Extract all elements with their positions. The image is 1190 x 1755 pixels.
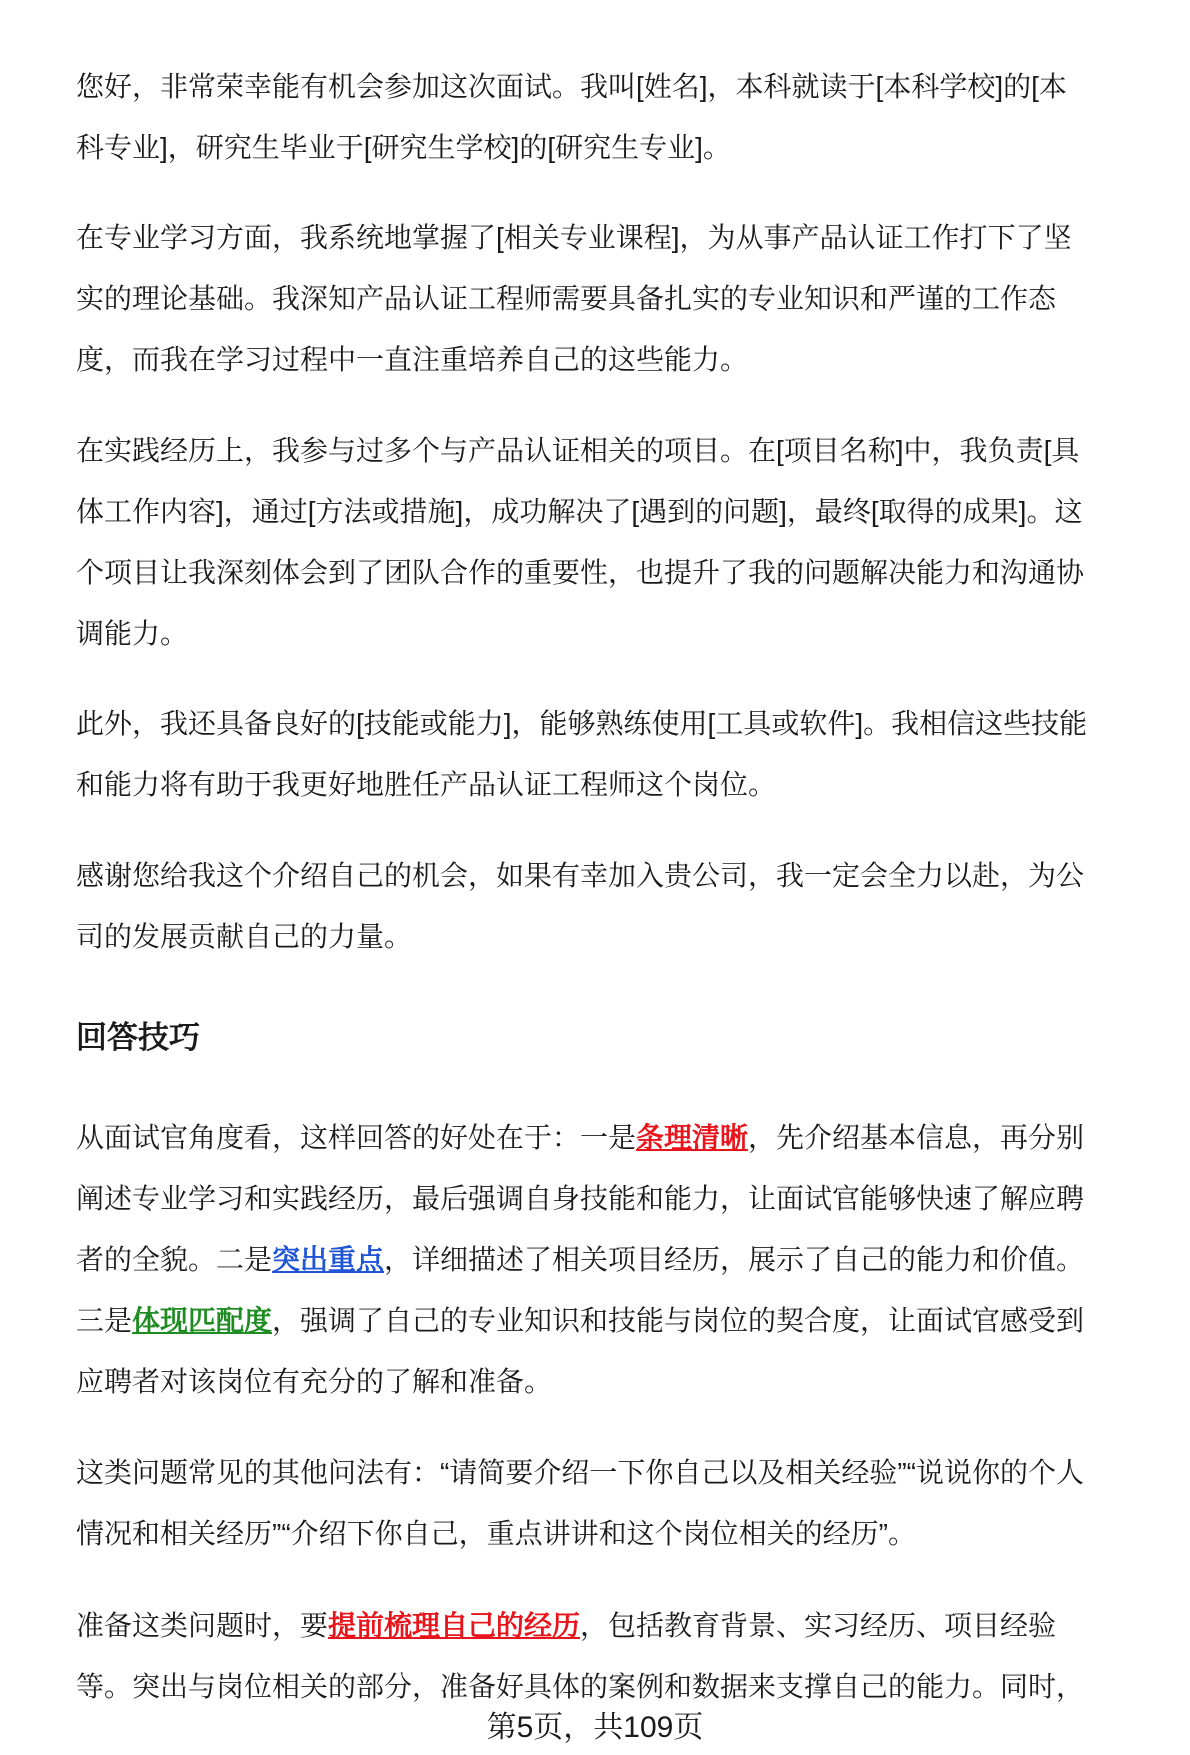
text-line [76,1229,1176,1290]
text-line: 个项目让我深刻体会到了团队合作的重要性，也提升了我的问题解决能力和沟通协 [76,557,1085,588]
highlight-review-experience: 提前梳理自己的经历 [328,1610,581,1641]
text-line: 此外，我还具备良好的[技能或能力]，能够熟练使用[工具或软件]。我相信这些技能 [76,708,1088,739]
text-line: 您好，非常荣幸能有机会参加这次面试。我叫[姓名]，本科就读于[本科学校]的[本 [76,71,1067,102]
text-line: 等。突出与岗位相关的部分，准备好具体的案例和数据来支撑自己的能力。同时， [76,1671,1085,1702]
text: ，先介绍基本信息，再分别 [748,1122,1085,1153]
text-line [76,1595,1176,1656]
intro-paragraph [76,56,1176,178]
text-line: 应聘者对该岗位有充分的了解和准备。 [76,1366,553,1397]
highlight-match: 体现匹配度 [132,1305,273,1336]
prep-paragraph [76,1595,1176,1717]
text-line: 和能力将有助于我更好地胜任产品认证工程师这个岗位。 [76,769,777,800]
text: 准备这类问题时，要 [76,1610,329,1641]
study-paragraph [76,207,1176,390]
text: ，详细描述了相关项目经历，展示了自己的能力和价值。 [384,1244,1085,1275]
practice-paragraph [76,420,1176,664]
highlight-clear-structure: 条理清晰 [636,1122,749,1153]
highlight-key-points: 突出重点 [272,1244,385,1275]
text: ，强调了自己的专业知识和技能与岗位的契合度，让面试官感受到 [272,1305,1085,1336]
section-heading: 回答技巧 [76,1020,200,1055]
text-line: 情况和相关经历”“介绍下你自己，重点讲讲和这个岗位相关的经历”。 [76,1518,916,1549]
text-line: 度，而我在学习过程中一直注重培养自己的这些能力。 [76,344,749,375]
text-line [76,1290,1176,1351]
text-line: 这类问题常见的其他问法有：“请简要介绍一下你自己以及相关经验”“说说你的个人 [76,1457,1084,1488]
text: ，包括教育背景、实习经历、项目经验 [580,1610,1057,1641]
text-line: 感谢您给我这个介绍自己的机会，如果有幸加入贵公司，我一定会全力以赴，为公 [76,860,1085,891]
text: 三是 [76,1305,133,1336]
other-questions-paragraph [76,1442,1176,1564]
text-line: 体工作内容]，通过[方法或措施]，成功解决了[遇到的问题]，最终[取得的成果]。这 [76,496,1083,527]
tips-paragraph [76,1107,1176,1412]
text: 从面试官角度看，这样回答的好处在于：一是 [76,1122,637,1153]
thanks-paragraph [76,845,1176,967]
skills-paragraph [76,693,1176,815]
text-line: 科专业]，研究生毕业于[研究生学校]的[研究生专业]。 [76,132,731,163]
text-line: 在实践经历上，我参与过多个与产品认证相关的项目。在[项目名称]中，我负责[具 [76,435,1080,466]
text-line: 阐述专业学习和实践经历，最后强调自身技能和能力，让面试官能够快速了解应聘 [76,1183,1085,1214]
text-line: 调能力。 [76,618,189,649]
text-line: 司的发展贡献自己的力量。 [76,921,413,952]
text-line [76,1107,1176,1168]
text: 者的全貌。二是 [76,1244,273,1275]
text-line: 实的理论基础。我深知产品认证工程师需要具备扎实的专业知识和严谨的工作态 [76,283,1057,314]
page-number: 第5页，共109页 [486,1711,704,1744]
text-line: 在专业学习方面，我系统地掌握了[相关专业课程]，为从事产品认证工作打下了坚 [76,222,1072,253]
